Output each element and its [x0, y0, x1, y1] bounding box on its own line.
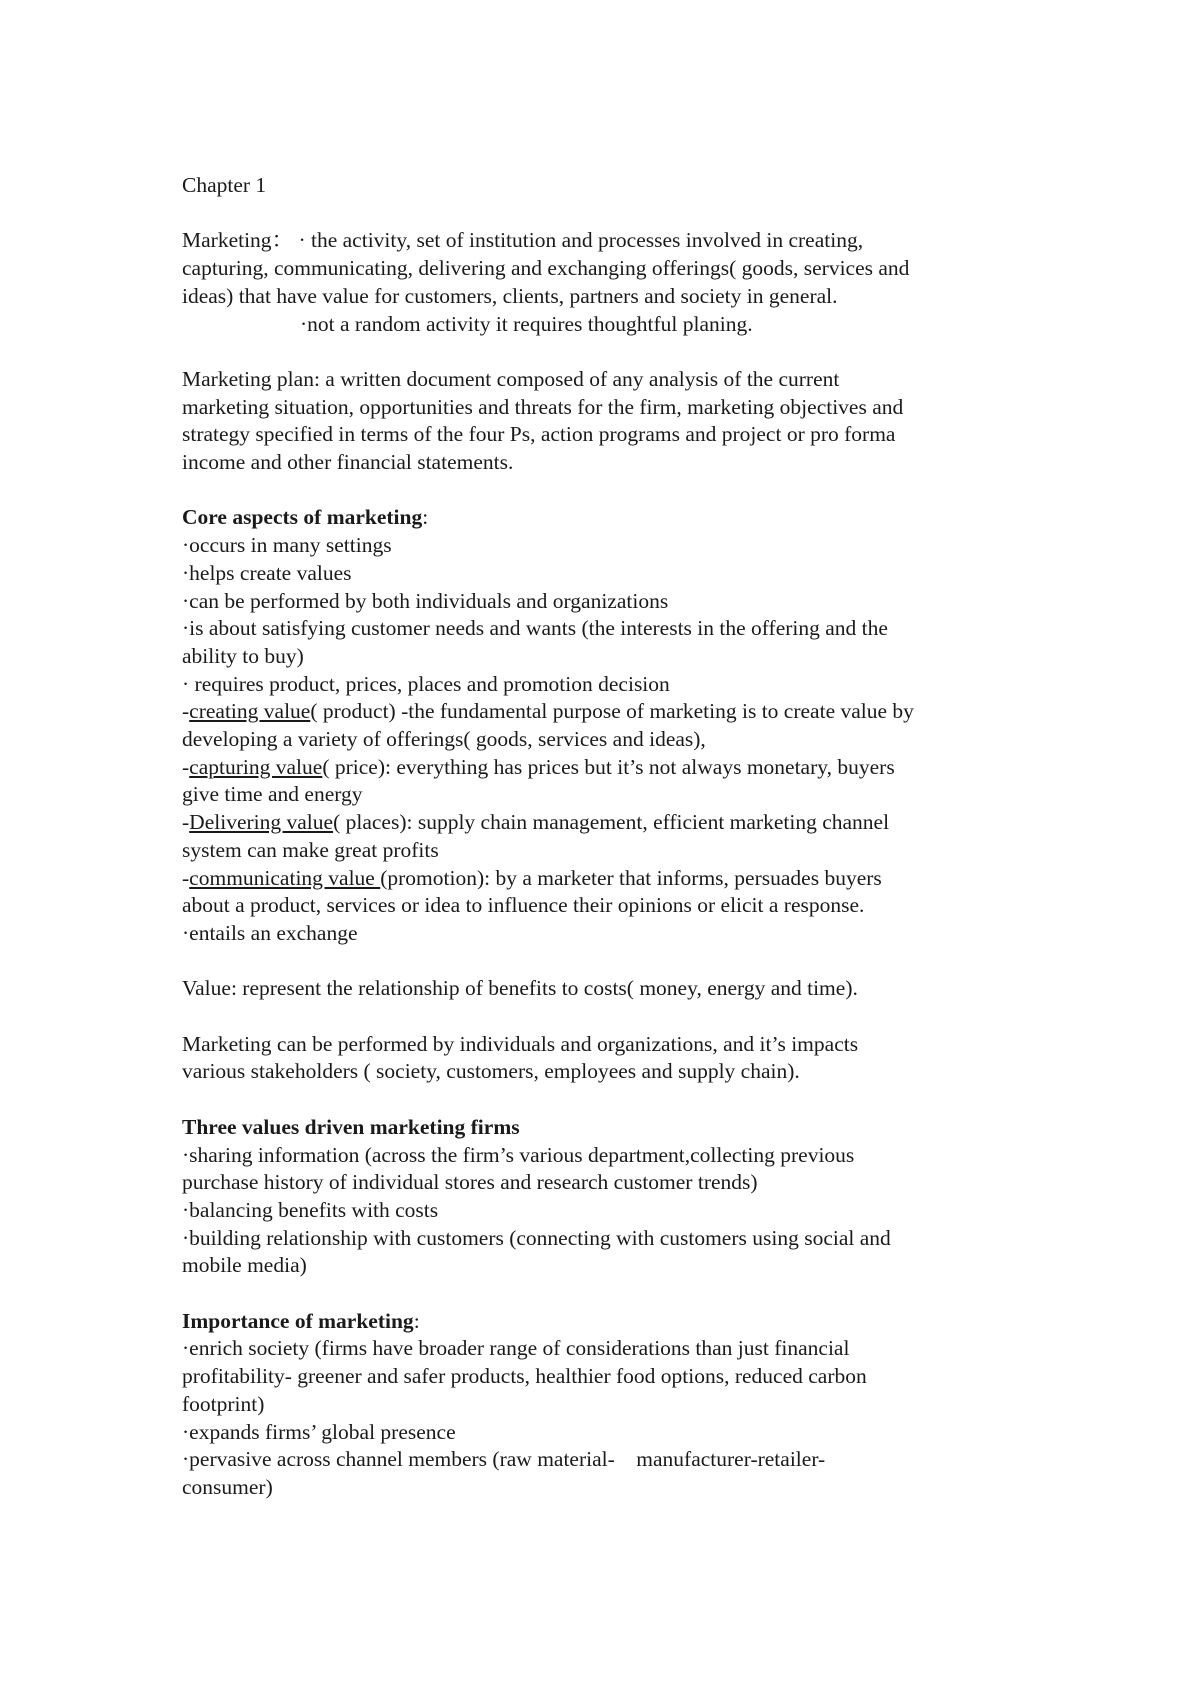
creating-value-text: ( product) -the fundamental purpose of marketing is to create value by: [310, 699, 914, 724]
performed-line: Marketing can be performed by individuals and organizations, and it’s impacts: [182, 1031, 859, 1056]
three-values-line: ·sharing information (across the firm’s various department,collecting previous: [182, 1142, 855, 1167]
term-separator: ：: [271, 228, 294, 253]
core-aspect-item: ability to buy): [182, 643, 304, 668]
importance-heading-line: [182, 1308, 1042, 1336]
creating-value-term: creating value: [189, 699, 311, 724]
heading-colon: :: [413, 1308, 420, 1333]
delivering-value-line-2: system can make great profits: [182, 837, 439, 862]
marketing-plan-line: marketing situation, opportunities and threats for the firm, marketing objectives and: [182, 394, 904, 419]
marketing-plan-line: Marketing plan: a written document composed of any analysis of the current: [182, 366, 840, 391]
marketing-definition-note: ·not a random activity it requires thoughtful planing.: [300, 311, 753, 336]
core-aspect-item: ·occurs in many settings: [182, 533, 392, 558]
core-aspects-heading: Core aspects of marketing: [182, 505, 423, 530]
marketing-plan-line: income and other financial statements.: [182, 450, 514, 474]
importance-line: profitability- greener and safer products, healthier food options, reduced carbon: [182, 1364, 867, 1389]
three-values-line: purchase history of individual stores and research customer trends): [182, 1170, 758, 1195]
value-definition: Value: represent the relationship of benefits to costs( money, energy and time).: [182, 976, 858, 1001]
spacer: [182, 948, 1042, 976]
heading-colon: :: [422, 505, 429, 530]
capturing-value-text: ( price): everything has prices but it’s not always monetary, buyers: [322, 754, 895, 779]
creating-value-line-2: developing a variety of offerings( goods, services and ideas),: [182, 727, 706, 752]
communicating-value-line-1: [182, 865, 1042, 893]
spacer: [182, 200, 1042, 228]
spacer: [182, 477, 1042, 505]
capturing-value-line-2: give time and energy: [182, 782, 363, 807]
spacer: [182, 1280, 1042, 1308]
marketing-term: Marketing: [182, 228, 272, 253]
spacer: [182, 338, 1042, 366]
core-aspect-item: ·helps create values: [182, 560, 352, 585]
importance-heading: Importance of marketing: [182, 1308, 414, 1333]
importance-line: ·expands firms’ global presence: [182, 1419, 456, 1444]
dash: -: [182, 699, 190, 724]
communicating-value-line-2: about a product, services or idea to influence their opinions or elicit a response.: [182, 893, 865, 918]
document-body: [182, 172, 1042, 1502]
importance-line: footprint): [182, 1391, 265, 1416]
delivering-value-line-1: [182, 809, 1042, 837]
creating-value-line-1: [182, 698, 1042, 726]
three-values-line: ·building relationship with customers (connecting with customers using social and: [182, 1225, 891, 1250]
three-values-heading: Three values driven marketing firms: [182, 1114, 520, 1139]
core-aspect-item: ·is about satisfying customer needs and wants (the interests in the offering and the: [182, 616, 888, 641]
importance-line: ·pervasive across channel members (raw material- manufacturer-retailer-: [182, 1447, 826, 1472]
importance-line: consumer): [182, 1474, 273, 1499]
core-aspects-heading-line: [182, 504, 1042, 532]
marketing-definition-line-3: ideas) that have value for customers, clients, partners and society in general.: [182, 283, 838, 308]
marketing-plan-line: strategy specified in terms of the four Ps, action programs and project or pro forma: [182, 422, 896, 447]
spacer: [182, 1086, 1042, 1114]
communicating-value-term: communicating value: [189, 865, 381, 890]
communicating-value-text: (promotion): by a marketer that informs, persuades buyers: [380, 865, 882, 890]
dash: -: [182, 754, 190, 779]
dash: -: [182, 810, 190, 835]
spacer: [182, 1003, 1042, 1031]
capturing-value-line-1: [182, 754, 1042, 782]
chapter-title: Chapter 1: [182, 173, 267, 197]
delivering-value-term: Delivering value: [189, 810, 334, 835]
delivering-value-text: ( places): supply chain management, efficient marketing channel: [333, 810, 890, 835]
definition-text: · the activity, set of institution and processes involved in creating,: [293, 228, 864, 253]
performed-line: various stakeholders ( society, customers, employees and supply chain).: [182, 1059, 800, 1084]
three-values-line: mobile media): [182, 1253, 307, 1278]
core-aspect-item: ·can be performed by both individuals and organizations: [182, 588, 669, 613]
core-aspect-item: ·entails an exchange: [182, 920, 358, 945]
marketing-definition-line-2: capturing, communicating, delivering and exchanging offerings( goods, services and: [182, 256, 910, 281]
three-values-line: ·balancing benefits with costs: [182, 1197, 439, 1222]
importance-line: ·enrich society (firms have broader range of considerations than just financial: [182, 1336, 850, 1361]
marketing-definition-line-1: [182, 227, 1042, 255]
capturing-value-term: capturing value: [189, 754, 323, 779]
core-aspect-item: · requires product, prices, places and promotion decision: [182, 671, 670, 696]
dash: -: [182, 865, 190, 890]
